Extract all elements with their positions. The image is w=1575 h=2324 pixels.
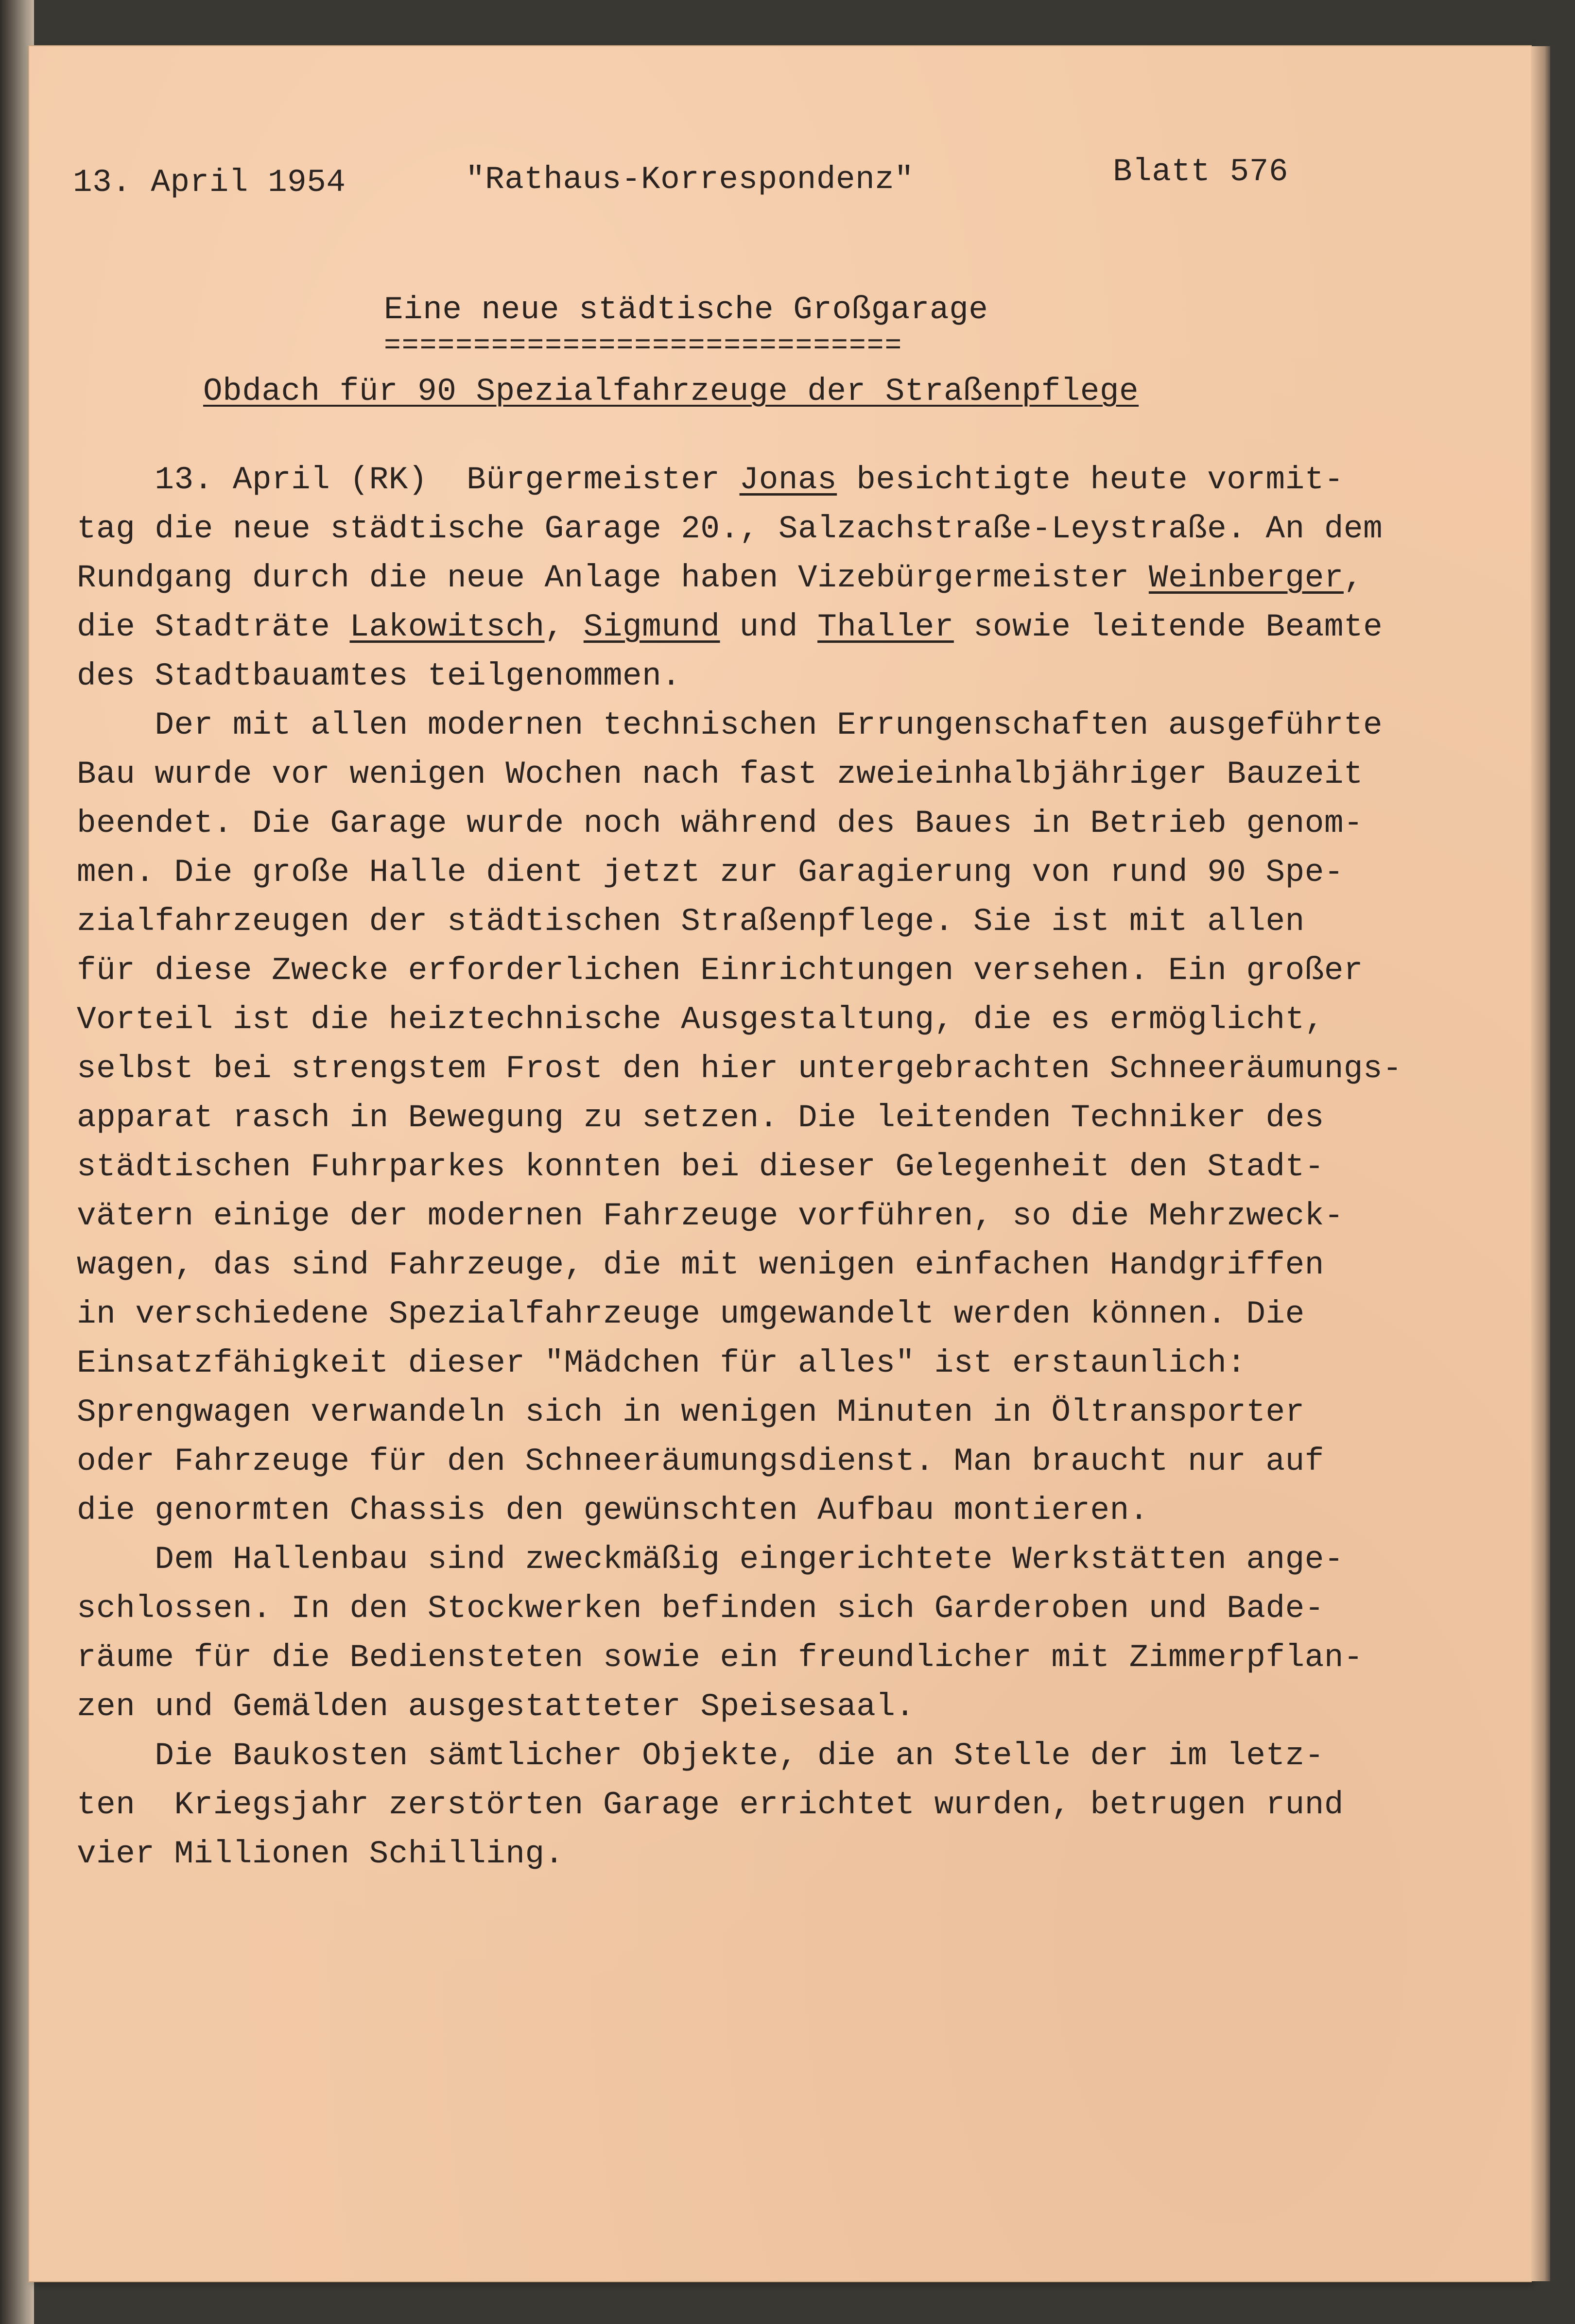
page-edge: [1531, 46, 1550, 2281]
line-text: wagen, das sind Fahrzeuge, die mit wenigen einfachen Handgriffen: [77, 1247, 1324, 1283]
line-text: des Stadtbauamtes teilgenommen.: [77, 658, 681, 694]
body-line: [77, 1738, 1324, 1774]
line-text: ,: [1343, 560, 1364, 596]
line-text: besichtigte heute vormit-: [837, 462, 1344, 498]
body-line: [77, 1639, 1363, 1676]
body-line: [77, 462, 1344, 498]
line-text: sowie leitende Beamte: [953, 609, 1383, 645]
body-line: [77, 1787, 1344, 1823]
body-line: [77, 1149, 1324, 1185]
line-text: Sprengwagen verwandeln sich in wenigen Minuten in Öltransporter: [77, 1394, 1305, 1430]
header-date: 13. April 1954: [73, 164, 346, 201]
line-text: men. Die große Halle dient jetzt zur Garagierung von rund 90 Spe-: [77, 854, 1344, 891]
body-line: [77, 1100, 1324, 1136]
body-line: [77, 658, 681, 694]
line-text: Vorteil ist die heiztechnische Ausgestaltung, die es ermöglicht,: [77, 1001, 1324, 1038]
line-text: für diese Zwecke erforderlichen Einrichtungen versehen. Ein großer: [77, 952, 1364, 989]
line-text: oder Fahrzeuge für den Schneeräumungsdienst. Man braucht nur auf: [77, 1443, 1324, 1480]
body-line: [77, 560, 1363, 596]
line-text: in verschiedene Spezialfahrzeuge umgewandelt werden können. Die: [77, 1296, 1305, 1332]
line-text: Dem Hallenbau sind zweckmäßig eingerichtete Werkstätten ange-: [77, 1541, 1344, 1578]
body-line: [77, 1590, 1324, 1627]
body-line: [77, 1198, 1344, 1234]
body-line: [77, 1050, 1402, 1087]
underlined-name: Lakowitsch: [349, 609, 545, 645]
line-text: die genormten Chassis den gewünschten Aufbau montieren.: [77, 1492, 1149, 1529]
body-line: [77, 1688, 915, 1725]
line-text: und: [720, 609, 818, 645]
line-text: Rundgang durch die neue Anlage haben Vizebürgermeister: [77, 560, 1149, 596]
body-line: [77, 756, 1363, 792]
line-text: vätern einige der modernen Fahrzeuge vorführen, so die Mehrzweck-: [77, 1198, 1344, 1234]
body-line: [77, 952, 1363, 989]
article-title: Eine neue städtische Großgarage: [384, 292, 988, 328]
body-line: [77, 1001, 1324, 1038]
body-line: [77, 854, 1344, 891]
body-line: [77, 1296, 1305, 1332]
article-subtitle: Obdach für 90 Spezialfahrzeuge der Straßenpflege: [203, 373, 1139, 410]
line-text: ,: [544, 609, 584, 645]
body-line: [77, 1541, 1344, 1578]
line-text: Einsatzfähigkeit dieser "Mädchen für alles" ist erstaunlich:: [77, 1345, 1246, 1381]
line-text: apparat rasch in Bewegung zu setzen. Die leitenden Techniker des: [77, 1100, 1324, 1136]
line-text: räume für die Bediensteten sowie ein freundlicher mit Zimmerpflan-: [77, 1639, 1364, 1676]
body-line: [77, 1836, 564, 1872]
body-line: [77, 805, 1363, 842]
line-text: Die Baukosten sämtlicher Objekte, die an Stelle der im letz-: [77, 1738, 1324, 1774]
body-line: [77, 609, 1383, 645]
line-text: selbst bei strengstem Frost den hier untergebrachten Schneeräumungs-: [77, 1050, 1402, 1087]
underlined-name: Jonas: [739, 462, 837, 498]
line-text: Der mit allen modernen technischen Errungenschaften ausgeführte: [77, 707, 1383, 743]
line-text: die Stadträte: [77, 609, 350, 645]
body-line: [77, 903, 1305, 940]
body-line: [77, 1394, 1305, 1430]
line-text: Bau wurde vor wenigen Wochen nach fast zweieinhalbjähriger Bauzeit: [77, 756, 1364, 792]
underlined-name: Sigmund: [583, 609, 720, 645]
line-text: städtischen Fuhrparkes konnten bei dieser Gelegenheit den Stadt-: [77, 1149, 1324, 1185]
line-text: schlossen. In den Stockwerken befinden sich Garderoben und Bade-: [77, 1590, 1324, 1627]
body-line: [77, 1345, 1246, 1381]
underlined-name: Weinberger: [1148, 560, 1344, 596]
line-text: zen und Gemälden ausgestatteter Speisesaal.: [77, 1688, 915, 1725]
body-line: [77, 1443, 1324, 1480]
underlined-name: Thaller: [817, 609, 954, 645]
line-text: 13. April (RK) Bürgermeister: [77, 462, 740, 498]
header-sheet-number: Blatt 576: [1113, 154, 1288, 190]
body-line: [77, 707, 1383, 743]
title-double-rule: =============================: [384, 330, 903, 362]
body-line: [77, 1492, 1149, 1529]
body-line: [77, 1247, 1324, 1283]
line-text: beendet. Die Garage wurde noch während des Baues in Betrieb genom-: [77, 805, 1364, 842]
line-text: zialfahrzeugen der städtischen Straßenpflege. Sie ist mit allen: [77, 903, 1305, 940]
line-text: tag die neue städtische Garage 20., Salzachstraße-Leystraße. An dem: [77, 511, 1383, 547]
header-publication: "Rathaus-Korrespondenz": [466, 161, 914, 198]
line-text: vier Millionen Schilling.: [77, 1836, 564, 1872]
body-line: [77, 511, 1383, 547]
line-text: ten Kriegsjahr zerstörten Garage errichtet wurden, betrugen rund: [77, 1787, 1344, 1823]
